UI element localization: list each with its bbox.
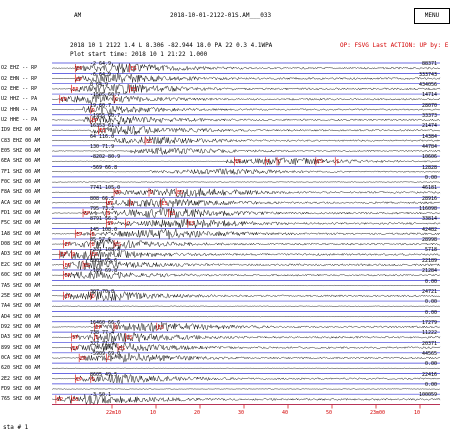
trace-max-amplitude: 28070 [421,102,437,109]
trace-max-amplitude: 333743 [418,71,437,78]
trace-label[interactable]: D92 SHZ 00 AM [1,323,41,330]
trace-max-amplitude: 12828 [421,164,437,171]
trace-max-amplitude: 10606 [421,154,437,161]
left-code: AM [74,12,82,19]
phase-pick-label: ES [146,138,153,145]
trace-value: 808 66.5 [90,195,115,202]
trace-label[interactable]: F8A SHZ 00 AM [1,189,41,196]
phase-pick-label: EP [95,324,102,331]
trace-value: 8 64.9 [90,81,109,88]
trace-label[interactable]: ACA SHZ 00 AM [1,199,41,206]
phase-pick-label: ES [118,345,125,352]
trace-max-amplitude: 14384 [421,133,437,140]
trace-max-amplitude: 33373 [421,112,437,119]
trace-max-amplitude: 28998 [421,237,437,244]
trace-max-amplitude: 0.00 [424,299,437,306]
phase-pick-label: D [95,335,99,342]
time-tick-label: 40 [282,409,289,416]
trace-max-amplitude: 44784 [421,143,437,150]
trace-max-amplitude: 21474 [421,123,437,130]
trace-label[interactable]: 6EA SHZ 00 AM [1,158,41,165]
phase-pick-label: EP [107,200,114,207]
trace-value: -8202 80.9 [90,154,121,161]
phase-pick-label: ES [72,397,79,404]
trace-label[interactable]: 1A8 SHZ 00 AM [1,230,41,237]
trace-max-amplitude: 22416 [421,371,437,378]
trace-value: -5909 69.0 [90,350,121,357]
trace-max-amplitude: 21284 [421,268,437,275]
trace-label[interactable]: DA3 SHZ 00 AM [1,334,41,341]
phase-pick-label: ES [130,66,137,73]
phase-pick-label: C [107,355,111,362]
phase-pick-label: EP [80,355,87,362]
trace-label[interactable]: O2 EHZ -- RP [1,65,38,72]
phase-pick-label: EP [60,97,67,104]
trace-max-amplitude: 17279 [421,319,437,326]
operator-status: OP: FSVG Last ACTION: UP by: E [340,42,449,49]
waveform-trace[interactable] [52,389,440,390]
waveform-trace[interactable] [52,285,440,286]
trace-label[interactable]: E05 SHZ 00 AM [1,147,41,154]
phase-pick-label: ES [84,262,91,269]
trace-max-amplitude: 0.00 [424,361,437,368]
phase-pick-label: EP [91,117,98,124]
trace-label[interactable]: O2 EHE -- RP [1,85,38,92]
trace-value: -189 69.8 [90,268,118,275]
window-title: 2018-10-01-2122-01S.AM___033 [170,12,272,19]
trace-label[interactable]: F0C SHZ 00 AM [1,179,41,186]
trace-value: 307 70.8 [90,288,115,295]
phase-pick-label: EP [72,335,79,342]
trace-max-amplitude: 22189 [421,257,437,264]
phase-pick-label: EP [60,252,67,259]
trace-max-amplitude: 0.00 [424,175,437,182]
time-tick-label: 23m00 [370,409,386,416]
trace-max-amplitude: 42482 [421,226,437,233]
trace-max-amplitude: 5718 [424,247,437,254]
phase-pick-label: ES [126,335,133,342]
phase-pick-label: D [91,376,95,383]
phase-pick-label: ES [169,211,176,218]
trace-label[interactable]: 7A4 SHZ 00 AM [1,303,41,310]
event-info: 2018 10 1 2122 1.4 L 8.306 -82.944 18.0 PA 22 0.3 4.1WPA [70,42,273,49]
phase-pick-label: C [278,159,282,166]
trace-max-amplitude: 434056 [418,81,437,88]
waveform-trace[interactable] [52,316,440,317]
phase-pick-label: EP [115,190,122,197]
phase-pick-label: D [72,252,76,259]
trace-label[interactable]: ID9 EHZ 00 AM [1,127,41,134]
trace-value: 64 116.0 [90,133,115,140]
waveform-trace[interactable] [52,306,440,307]
time-tick-label: 50 [326,409,333,416]
phase-pick-label: EP [84,211,91,218]
phase-pick-label: D [91,231,95,238]
trace-value: -569 66.8 [90,164,118,171]
trace-label[interactable]: 0CA SHZ 00 AM [1,354,41,361]
phase-pick-label: EP [107,221,114,228]
trace-value: 795 73.2 [90,206,115,213]
phase-pick-label: D [115,324,119,331]
trace-label[interactable]: D08 SHZ 00 AM [1,241,41,248]
phase-pick-label: EP [76,66,83,73]
trace-max-amplitude: 28916 [421,195,437,202]
trace-value: 19 60.7 [90,102,112,109]
phase-pick-label: D [91,293,95,300]
time-tick-label: 20 [194,409,201,416]
trace-label[interactable]: C83 EHZ 00 AM [1,137,41,144]
waveform-trace[interactable] [52,368,440,369]
trace-label[interactable]: U2 HHN -- PA [1,106,38,113]
trace-value: -1505 60.7 [90,92,121,99]
waveform-trace[interactable] [52,182,440,183]
trace-max-amplitude: 14714 [421,92,437,99]
phase-pick-label: D [130,200,134,207]
phase-pick-label: EP [56,397,63,404]
menu-button[interactable]: MENU [414,8,450,24]
phase-pick-label: ES [99,128,106,135]
phase-pick-label: C [126,221,130,228]
trace-max-amplitude: 33814 [421,216,437,223]
phase-pick-label: EP [64,273,71,280]
trace-value: 8791 56.3 [90,216,118,223]
trace-max-amplitude: 11222 [421,330,437,337]
trace-max-amplitude: 20371 [421,340,437,347]
trace-label[interactable]: 620 SHZ 00 AM [1,365,41,372]
trace-label[interactable]: E2C SHZ 00 AM [1,261,41,268]
phase-pick-label: ES [188,221,195,228]
trace-value: -2 64.9 [90,61,112,68]
trace-max-amplitude: 100059 [418,392,437,399]
station-counter: sta # 1 [3,424,29,431]
trace-label[interactable]: 60C SHZ 00 AM [1,272,41,279]
trace-value: 16353 61.7 [90,123,121,130]
trace-label[interactable]: 765 SHZ 00 AM [1,396,41,403]
phase-pick-label: S [336,159,340,166]
phase-pick-label: EP [76,231,83,238]
trace-label[interactable]: O2 EHN -- RP [1,75,38,82]
trace-max-amplitude: 88371 [421,61,437,68]
trace-max-amplitude: 24721 [421,288,437,295]
trace-max-amplitude: 0.00 [424,309,437,316]
time-tick-label: 30 [238,409,245,416]
phase-pick-label: D [107,211,111,218]
trace-value: 16460 66.6 [90,319,121,326]
trace-value: 130 71.9 [90,143,115,150]
phase-pick-label: D [150,190,154,197]
phase-pick-label: EP [64,262,71,269]
trace-max-amplitude: 46181 [421,185,437,192]
trace-label[interactable]: F5C SHZ 00 AM [1,220,41,227]
trace-max-amplitude: 0.00 [424,278,437,285]
phase-pick-label: ES [316,159,323,166]
trace-value: 145 108.0 [90,226,118,233]
trace-value: 8605 49.5 [90,371,118,378]
trace-value: 85 57.6 [90,237,112,244]
phase-pick-label: ES [177,190,184,197]
trace-value: 7741 105.0 [90,185,121,192]
trace-label[interactable]: 7A5 SHZ 00 AM [1,282,41,289]
phase-pick-label: C [115,97,119,104]
time-tick-label: 10 [150,409,157,416]
phase-pick-label: D [91,107,95,114]
trace-label[interactable]: U2 HHE -- PA [1,116,38,123]
trace-value: -1955 60.7 [90,112,121,119]
phase-pick-label: EP [72,345,79,352]
trace-label[interactable]: U2 HHZ -- PA [1,96,38,103]
trace-label[interactable]: FD1 SHZ 00 AM [1,210,41,217]
phase-pick-label: EP [64,293,71,300]
trace-max-amplitude: 0.00 [424,382,437,389]
trace-label[interactable]: 7F1 SHZ 00 AM [1,168,41,175]
phase-pick-label: ES [130,86,137,93]
trace-label[interactable]: FD9 SHZ 00 AM [1,386,41,393]
phase-pick-label: EP [64,242,71,249]
time-tick-label: 10 [414,409,421,416]
plot-start-time: Plot start time: 2018 10 1 21:22 1.000 [70,51,208,58]
trace-value: -6 64.9 [90,71,112,78]
trace-value: 327 71.9 [90,340,115,347]
trace-label[interactable]: AD4 SHZ 00 AM [1,313,41,320]
phase-pick-label: EP [235,159,242,166]
trace-label[interactable]: 2E2 SHZ 00 AM [1,375,41,382]
time-tick-label: 22m10 [106,409,122,416]
trace-label[interactable]: AD3 SHZ 00 AM [1,251,41,258]
phase-pick-label: EP [76,376,83,383]
trace-label[interactable]: 899 SHZ 00 AM [1,344,41,351]
trace-max-amplitude: 44565 [421,350,437,357]
phase-pick-label: ES [115,242,122,249]
trace-value: -331 108.0 [90,247,121,254]
trace-value: 8001 65.6 [90,257,118,264]
trace-max-amplitude: 116098 [418,206,437,213]
phase-pick-label: 4 [266,159,270,166]
trace-value: 738 77.4 [90,330,115,337]
phase-pick-label: ES [161,200,168,207]
phase-pick-label: D [91,242,95,249]
trace-label[interactable]: 25E SHZ 00 AM [1,292,41,299]
phase-pick-label: EP [76,76,83,83]
phase-pick-label: ES [91,252,98,259]
trace-value: -3 50.1 [90,392,112,399]
phase-pick-label: EP [72,86,79,93]
phase-pick-label: ES [157,324,164,331]
